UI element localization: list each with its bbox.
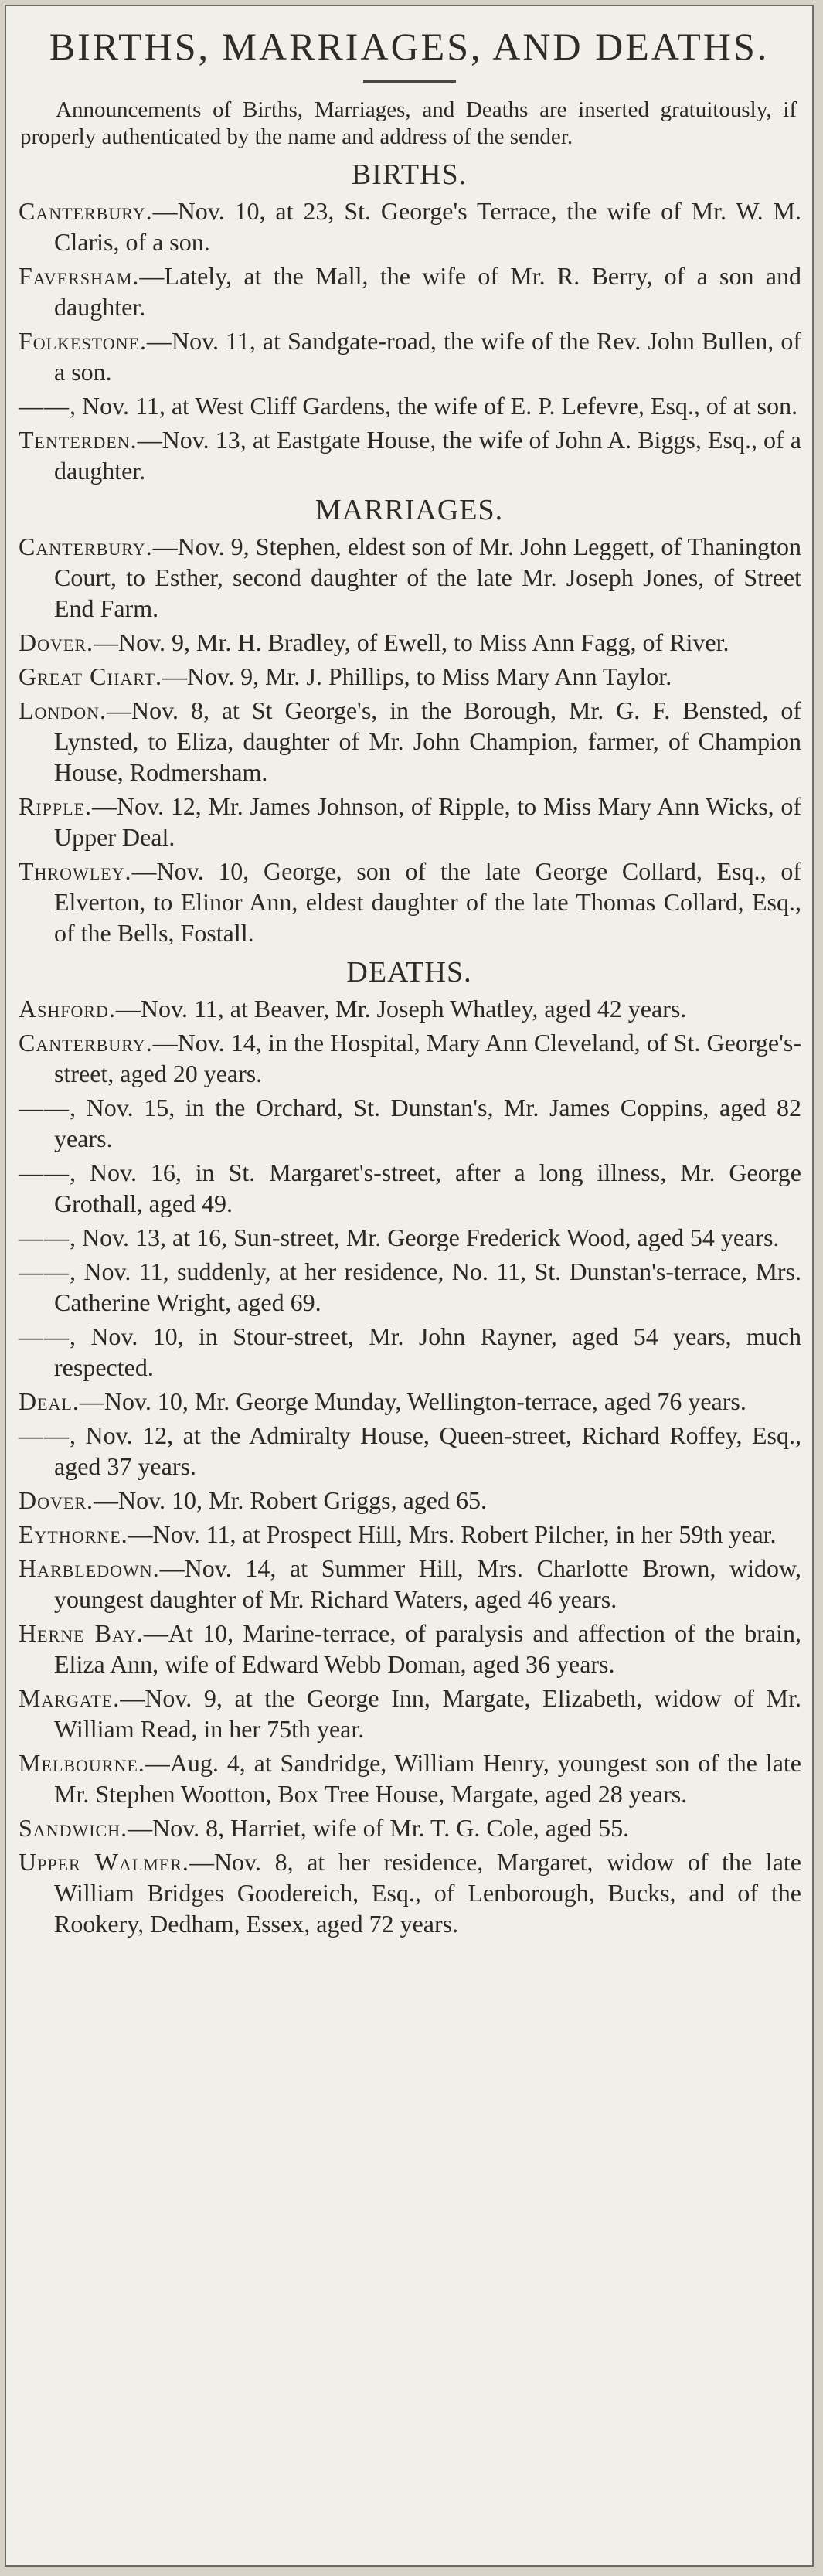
entry-place: Melbourne. xyxy=(19,1749,145,1777)
entry-text: —Aug. 4, at Sandridge, William Henry, youngest son of the late Mr. Stephen Wootton, Box Tree House, Margate, aged 28 years. xyxy=(54,1749,801,1808)
announcement-entry xyxy=(19,1485,801,1516)
announcement-entry xyxy=(19,791,801,852)
entry-place: Folkestone. xyxy=(19,327,147,355)
entry-place: —— xyxy=(19,1159,70,1186)
entry-text: —At 10, Marine-terrace, of paralysis and affection of the brain, Eliza Ann, wife of Edward Webb Doman, aged 36 years. xyxy=(54,1619,801,1678)
announcement-entry xyxy=(19,661,801,692)
announcement-entry xyxy=(19,260,801,322)
entry-text: —Nov. 8, at her residence, Margaret, widow of the late William Bridges Goodereich, Esq., of Lenborough, Bucks, and of the Rookery, Dedham, Essex, aged 72 years. xyxy=(54,1848,801,1938)
entry-place: —— xyxy=(19,1257,70,1285)
entry-place: Herne Bay. xyxy=(19,1619,144,1647)
announcement-entry xyxy=(19,1618,801,1679)
entry-place: —— xyxy=(19,1094,70,1121)
entry-place: Ashford. xyxy=(19,995,116,1023)
entry-text: —Nov. 11, at Sandgate-road, the wife of the Rev. John Bullen, of a son. xyxy=(54,327,801,386)
intro-notice: Announcements of Births, Marriages, and Deaths are inserted gratuitously, if properly authenticated by the name and address of the sender. xyxy=(20,97,797,149)
newspaper-column xyxy=(5,5,814,2567)
title-divider xyxy=(363,80,456,83)
entry-place: Throwley. xyxy=(19,857,132,885)
entry-text: —Nov. 9, Mr. J. Phillips, to Miss Mary Ann Taylor. xyxy=(162,662,672,690)
section-heading: MARRIAGES. xyxy=(315,494,504,526)
announcement-entry xyxy=(19,1747,801,1809)
entry-text: —Nov. 10, Mr. Robert Griggs, aged 65. xyxy=(94,1486,487,1514)
entry-text: , Nov. 12, at the Admiralty House, Queen-street, Richard Roffey, Esq., aged 37 years. xyxy=(54,1421,801,1480)
announcement-entry xyxy=(19,1092,801,1154)
entry-text: —Nov. 12, Mr. James Johnson, of Ripple, to Miss Mary Ann Wicks, of Upper Deal. xyxy=(54,792,801,851)
section-heading: BIRTHS. xyxy=(351,158,468,191)
announcement-entry xyxy=(19,390,801,421)
announcement-entry xyxy=(19,1553,801,1615)
entry-place: Canterbury. xyxy=(19,197,153,225)
entry-place: Canterbury. xyxy=(19,1029,153,1057)
entry-text: —Nov. 8, at St George's, in the Borough, Mr. G. F. Bensted, of Lynsted, to Eliza, daughter of Mr. John Champion, farmer, of Champion House, Rodmersham. xyxy=(54,696,801,786)
entry-text: —Nov. 10, George, son of the late George Collard, Esq., of Elverton, to Elinor Ann, eldest daughter of the late Thomas Collard, Esq., of the Bells, Fostall. xyxy=(54,857,801,947)
entry-place: London. xyxy=(19,696,107,724)
entry-text: , Nov. 11, at West Cliff Gardens, the wife of E. P. Lefevre, Esq., of at son. xyxy=(70,392,798,420)
entry-text: —Nov. 9, Stephen, eldest son of Mr. John Leggett, of Thanington Court, to Esther, second daughter of the late Mr. Joseph Jones, of Street End Farm. xyxy=(54,533,801,622)
entry-place: Faversham. xyxy=(19,262,140,290)
entry-place: —— xyxy=(19,1223,70,1251)
entry-text: —Nov. 10, at 23, St. George's Terrace, the wife of Mr. W. M. Claris, of a son. xyxy=(54,197,801,256)
entry-place: —— xyxy=(19,1322,70,1350)
entry-text: , Nov. 16, in St. Margaret's-street, after a long illness, Mr. George Grothall, aged 49. xyxy=(54,1159,801,1217)
announcement-entry xyxy=(19,531,801,624)
entry-text: —Nov. 11, at Beaver, Mr. Joseph Whatley, aged 42 years. xyxy=(115,995,687,1023)
entry-place: Tenterden. xyxy=(19,426,138,454)
entry-text: —Nov. 13, at Eastgate House, the wife of John A. Biggs, Esq., of a daughter. xyxy=(54,426,801,485)
announcement-entry xyxy=(19,1256,801,1318)
announcement-entry xyxy=(19,627,801,658)
entry-text: —Nov. 14, in the Hospital, Mary Ann Cleveland, of St. George's-street, aged 20 years. xyxy=(54,1029,801,1087)
entry-text: —Nov. 9, at the George Inn, Margate, Elizabeth, widow of Mr. William Read, in her 75th year. xyxy=(54,1684,801,1743)
announcement-entry xyxy=(19,1386,801,1417)
announcement-entry xyxy=(19,1321,801,1383)
entry-text: —Lately, at the Mall, the wife of Mr. R. Berry, of a son and daughter. xyxy=(54,262,801,321)
entry-text: —Nov. 11, at Prospect Hill, Mrs. Robert Pilcher, in her 59th year. xyxy=(128,1520,777,1548)
entry-text: —Nov. 8, Harriet, wife of Mr. T. G. Cole, aged 55. xyxy=(128,1814,630,1842)
announcement-sections xyxy=(6,155,812,1939)
announcement-entry xyxy=(19,1812,801,1843)
announcement-entry xyxy=(19,1157,801,1219)
entry-place: Great Chart. xyxy=(19,662,163,690)
entry-text: —Nov. 10, Mr. George Munday, Wellington-terrace, aged 76 years. xyxy=(79,1387,746,1415)
entry-place: Upper Walmer. xyxy=(19,1848,189,1876)
entry-place: Dover. xyxy=(19,628,94,656)
entry-place: Dover. xyxy=(19,1486,94,1514)
entry-place: Ripple. xyxy=(19,792,93,820)
announcement-entry xyxy=(19,1420,801,1482)
entry-place: Deal. xyxy=(19,1387,80,1415)
announcement-entry xyxy=(19,1683,801,1744)
entry-text: —Nov. 14, at Summer Hill, Mrs. Charlotte Brown, widow, youngest daughter of Mr. Richard Waters, aged 46 years. xyxy=(54,1554,801,1613)
entry-place: Sandwich. xyxy=(19,1814,128,1842)
announcement-entry xyxy=(19,993,801,1024)
entry-text: , Nov. 10, in Stour-street, Mr. John Rayner, aged 54 years, much respected. xyxy=(54,1322,801,1381)
entry-place: Harbledown. xyxy=(19,1554,160,1582)
announcement-entry xyxy=(19,1519,801,1550)
announcement-entry xyxy=(19,695,801,788)
entry-text: —Nov. 9, Mr. H. Bradley, of Ewell, to Miss Ann Fagg, of River. xyxy=(94,628,729,656)
entry-place: —— xyxy=(19,392,70,420)
announcement-entry xyxy=(19,325,801,387)
announcement-entry xyxy=(19,424,801,486)
entry-place: Canterbury. xyxy=(19,533,153,560)
announcement-entry xyxy=(19,196,801,257)
entry-text: , Nov. 11, suddenly, at her residence, No. 11, St. Dunstan's-terrace, Mrs. Catherine Wright, aged 69. xyxy=(54,1257,801,1316)
entry-place: Margate. xyxy=(19,1684,121,1712)
announcement-entry xyxy=(19,1846,801,1939)
entry-place: Eythorne. xyxy=(19,1520,128,1548)
section-heading: DEATHS. xyxy=(346,956,472,989)
announcement-entry xyxy=(19,1027,801,1089)
entry-text: , Nov. 13, at 16, Sun-street, Mr. George Frederick Wood, aged 54 years. xyxy=(70,1223,780,1251)
announcement-entry xyxy=(19,856,801,948)
page-title: BIRTHS, MARRIAGES, AND DEATHS. xyxy=(49,25,770,68)
announcement-entry xyxy=(19,1222,801,1253)
entry-text: , Nov. 15, in the Orchard, St. Dunstan's, Mr. James Coppins, aged 82 years. xyxy=(54,1094,801,1152)
entry-place: —— xyxy=(19,1421,70,1449)
